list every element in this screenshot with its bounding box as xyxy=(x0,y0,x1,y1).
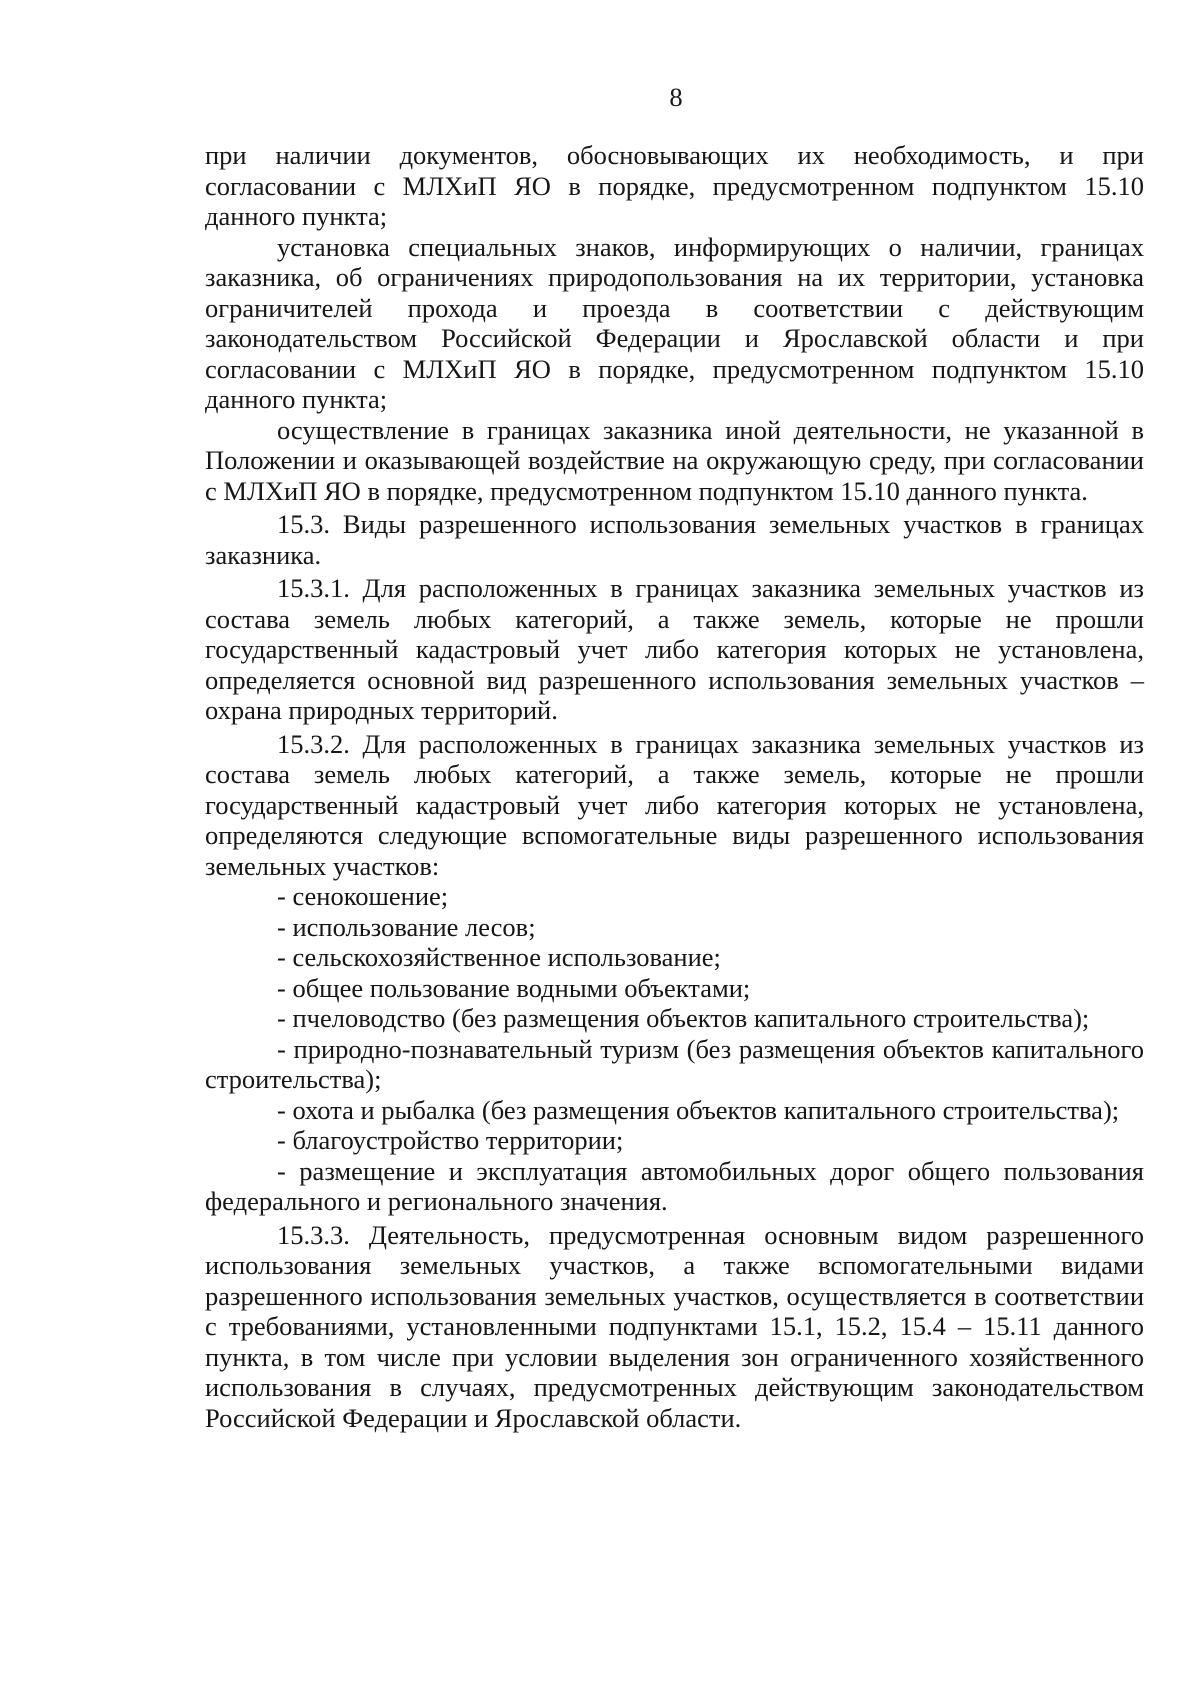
section-15-3-2: 15.3.2. Для расположенных в границах заказника земельных участков из состава земель любых категорий, а также земель, которые не прошли государственный кадастровый учет либо категория которых не установлена, определяются следующие вспомогательные виды разрешенного использования земельных участков: xyxy=(205,728,1144,881)
list-item: - сенокошение; xyxy=(277,881,449,911)
paragraph-other-activity: осуществление в границах заказника иной деятельности, не указанной в Положении и оказывающей воздействие на окружающую среду, при согласовании с МЛХиП ЯО в порядке, предусмотренном подпунктом 15.10 данного пункта. xyxy=(205,414,1144,506)
list-item: - общее пользование водными объектами; xyxy=(277,972,751,1003)
section-15-3-heading: 15.3. Виды разрешенного использования земельных участков в границах заказника. xyxy=(205,509,1144,570)
paragraph-continuation: при наличии документов, обосновывающих их необходимость, и при согласовании с МЛХиП ЯО в порядке, предусмотренном подпунктом 15.10 данного пункта; xyxy=(205,140,1144,231)
list-item: - пчеловодство (без размещения объектов капитального строительства); xyxy=(277,1003,1090,1033)
list-item: - охота и рыбалка (без размещения объектов капитального строительства); xyxy=(277,1094,1120,1125)
section-15-3-3: 15.3.3. Деятельность, предусмотренная основным видом разрешенного использования земельных участков, а также вспомогательными видами разрешенного использования земельных участков, осуществляется в соответствии с требованиями, установленными подпунктами 15.1, 15.2, 15.4 – 15.11 данного пункта, в том числе при условии выделения зон ограниченного хозяйственного использования в случаях, предусмотренных действующим законодательством Российской Федерации и Ярославской области. xyxy=(205,1219,1144,1433)
paragraph-signs-installation: установка специальных знаков, информирующих о наличии, границах заказника, об ограничениях природопользования на их территории, установка ограничителей прохода и проезда в соответствии с действующим законодательством Российской Федерации и Ярославской области и при согласовании с МЛХиП ЯО в порядке, предусмотренном подпунктом 15.10 данного пункта; xyxy=(205,231,1144,414)
list-item: - благоустройство территории; xyxy=(277,1125,624,1155)
document-body xyxy=(205,140,1144,1433)
section-15-3-1: 15.3.1. Для расположенных в границах заказника земельных участков из состава земель любых категорий, а также земель, которые не прошли государственный кадастровый учет либо категория которых не установлена, определяется основной вид разрешенного использования земельных участков – охрана природных территорий. xyxy=(205,573,1144,725)
list-item: - размещение и эксплуатация автомобильных дорог общего пользования федерального и регионального значения. xyxy=(205,1155,1144,1216)
list-item: - использование лесов; xyxy=(277,911,536,942)
list-item: - природно-познавательный туризм (без размещения объектов капитального строительства); xyxy=(205,1033,1144,1094)
list-item: - сельскохозяйственное использование; xyxy=(277,942,721,972)
page-number: 8 xyxy=(669,82,683,112)
